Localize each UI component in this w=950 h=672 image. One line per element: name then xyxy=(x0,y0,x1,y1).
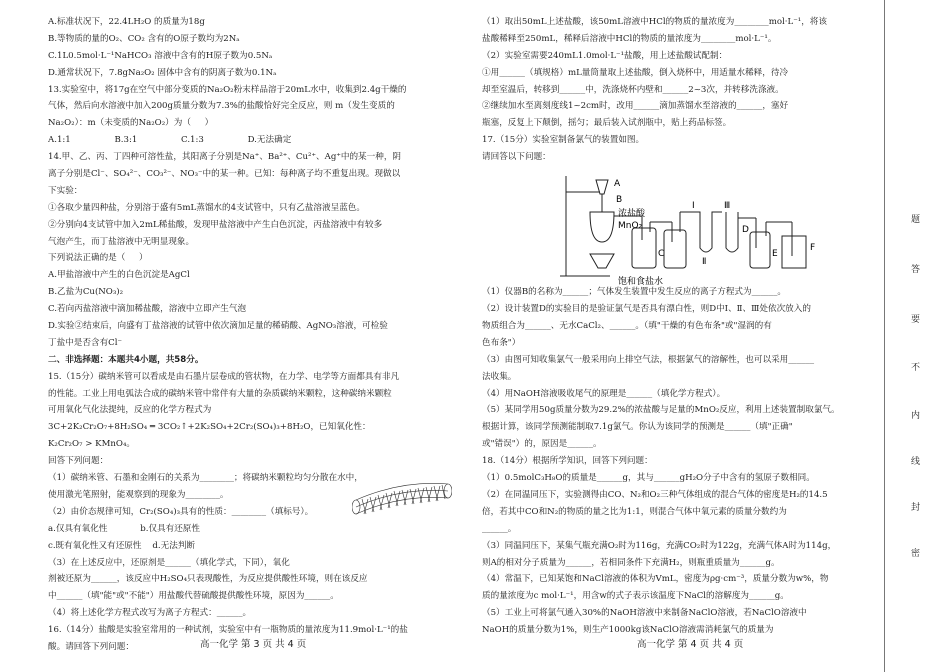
sidebar-char: 不 xyxy=(911,363,921,373)
question-line-right: 盐酸稀释至250mL，稀释后溶液中HCl的物质的量浓度为________mol·L⁻¹。 xyxy=(482,33,777,44)
question-line-right: 物质组合为______、无水CaCl₂、______。（填"干燥的有色布条"或"湿润的有 xyxy=(482,321,772,332)
question-line-left: （2）由价态规律可知，Cr₂(SO₄)₃具有的性质：________（填标号）。 xyxy=(48,506,314,517)
question-line-right: （4）用NaOH溶液吸收尾气的原理是______（填化学方程式）。 xyxy=(482,388,726,399)
sidebar-char: 答 xyxy=(911,265,921,275)
figure-label-e: E xyxy=(772,249,778,259)
question-line-right: 或"错误"）的，原因是______。 xyxy=(482,439,602,450)
question-line-right: （3）由图可知收集氯气一般采用向上排空气法，根据氯气的溶解性，也可以采用______ xyxy=(482,354,815,365)
question-line-right: （4）常温下，已知某饱和NaCl溶液的体积为VmL，密度为ρg·cm⁻³，质量分数为w%，物 xyxy=(482,574,829,585)
question-line-right: 倍，若其中CO和N₂的物质的量之比为1:1，则混合气体中氧元素的质量分数约为 xyxy=(482,506,787,517)
question-line-left: 15.（15分）碳纳米管可以看成是由石墨片层卷成的管状物，在力学、电学等方面都具有非凡 xyxy=(48,371,400,382)
figure-label-brine: 饱和食盐水 xyxy=(618,277,664,287)
question-line-left: 13.实验室中，将17g在空气中部分变质的Na₂O₂粉末样品溶于20mL水中，收集到2.4g干燥的 xyxy=(48,84,407,95)
sidebar-char: 题 xyxy=(911,215,921,225)
figure-label-reagent: 浓盐酸 xyxy=(618,209,646,219)
figure-label-mno2: MnO₂ xyxy=(618,221,643,231)
question-line-left: A.甲盐溶液中产生的白色沉淀是AgCl xyxy=(48,270,190,281)
question-line-right: 法收集。 xyxy=(482,371,517,382)
question-line-left: Na₂O₂）：m（未变质的Na₂O₂）为（ ） xyxy=(48,118,214,129)
question-line-left: 二、非选择题：本题共4小题，共58分。 xyxy=(48,354,204,365)
binding-line xyxy=(884,0,885,672)
question-line-right: 却至室温后，转移到______中，洗涤烧杯内壁和______2~3次，并转移洗涤液。 xyxy=(482,84,784,95)
figure-label-f: F xyxy=(810,243,816,253)
question-line-left: B.乙盐为Cu(NO₃)₂ xyxy=(48,287,124,298)
question-line-right: （1）0.5molC₃H₈O的质量是______g，其与______gH₂O分子中含有的氢原子数相同。 xyxy=(482,473,815,484)
question-line-right: ______。 xyxy=(482,523,517,534)
question-line-right: （2）在同温同压下，实验测得由CO、N₂和O₂三种气体组成的混合气体的密度是H₂的14.5 xyxy=(482,489,828,500)
question-line-left: C.1L0.5mol·L⁻¹NaHCO₃ 溶液中含有的H原子数为0.5Nₐ xyxy=(48,50,273,61)
sidebar-char: 内 xyxy=(911,411,921,421)
figure-label-d: D xyxy=(742,225,749,235)
sidebar-char: 线 xyxy=(911,457,921,467)
question-line-left: ①各取少量四种盐，分别溶于盛有5mL蒸馏水的4支试管中，只有乙盐溶液呈蓝色。 xyxy=(48,202,365,213)
carbon-nanotube-image xyxy=(352,470,452,528)
question-line-left: 丁盐中是否含有Cl⁻ xyxy=(48,337,123,348)
question-line-right: （5）工业上可将氯气通入30%的NaOH溶液中来制备NaClO溶液，若NaClO溶液中 xyxy=(482,608,807,619)
question-line-right: NaOH的质量分数为1%，则生产1000kg该NaClO溶液需消耗氯气的质量为 xyxy=(482,625,774,636)
question-line-right: （3）同温同压下，某集气瓶充满O₂时为116g，充满CO₂时为122g，充满气体A时为114g， xyxy=(482,540,837,551)
figure-label-i: Ⅰ xyxy=(692,201,695,211)
question-line-left: 气体，然后向水溶液中加入200g质量分数为7.3%的盐酸恰好完全反应，则 m（发生变质的 xyxy=(48,101,395,112)
left-column xyxy=(48,14,448,656)
question-line-left: 酸。请回答下列问题： xyxy=(48,641,134,652)
question-line-left: D.通常状况下，7.8gNa₂O₂ 固体中含有的阴离子数为0.1Nₐ xyxy=(48,67,277,78)
question-line-left: 下实验： xyxy=(48,185,83,196)
question-line-left: K₂Cr₂O₇ > KMnO₄。 xyxy=(48,439,135,450)
question-line-left: 3C+2K₂Cr₂O₇+8H₂SO₄ ═ 3CO₂↑+2K₂SO₄+2Cr₂(SO₄)₃+8H₂O，已知氧化性： xyxy=(48,422,371,433)
question-line-left: 使用激光笔照射，能观察到的现象为________。 xyxy=(48,489,229,500)
sealing-line-sidebar xyxy=(889,0,950,672)
chlorine-apparatus-figure xyxy=(560,172,850,288)
question-line-left: A.标准状况下，22.4LH₂O 的质量为18g xyxy=(48,17,205,27)
question-line-right: 根据计算，该同学预测能制取7.1g氯气。你认为该同学的预测是______（填"正确" xyxy=(482,422,793,433)
question-line-left: 16.（14分）盐酸是实验室常用的一种试剂，实验室中有一瓶物质的量浓度为11.9mol·L⁻¹的盐 xyxy=(48,625,408,636)
footer-page-4: 高一化学 第 4 页 共 4 页 xyxy=(637,639,744,650)
question-line-left: a.仅具有氧化性 b.仅具有还原性 xyxy=(48,523,200,534)
figure-label-c: C xyxy=(658,249,665,259)
question-line-left: 离子分别是Cl⁻、SO₄²⁻、CO₃²⁻、NO₃⁻中的某一种。已知：每种离子均不重复出现。现做以 xyxy=(48,169,401,180)
figure-label-b: B xyxy=(616,195,623,205)
question-line-left: A.1:1 B.3:1 C.1:3 D.无法确定 xyxy=(48,135,292,146)
question-line-right: （2）实验室需要240mL1.0mol·L⁻¹盐酸，用上述盐酸试配制： xyxy=(482,50,728,61)
footer-page-3: 高一化学 第 3 页 共 4 页 xyxy=(200,639,307,650)
question-line-right: ①用______（填规格）mL量筒量取上述盐酸，倒入烧杯中，用适量水稀释，待冷 xyxy=(482,67,789,78)
question-line-left: 剂被还原为______，该反应中H₂SO₄只表现酸性，为反应提供酸性环境，则在该反应 xyxy=(48,574,368,585)
figure-label-iii: Ⅲ xyxy=(724,201,731,211)
question-line-right: （1）取出50mL上述盐酸，该50mL溶液中HCl的物质的量浓度为________mol·L⁻¹，将该 xyxy=(482,17,827,27)
question-line-right: （1）仪器B的名称为______；气体发生装置中发生反应的离子方程式为______。 xyxy=(482,287,786,298)
figure-label-ii: Ⅱ xyxy=(702,257,707,267)
question-line-left: D.实验②结束后，向盛有丁盐溶液的试管中依次滴加足量的稀硝酸、AgNO₃溶液，可检验 xyxy=(48,321,388,332)
question-line-left: （4）将上述化学方程式改写为离子方程式：______。 xyxy=(48,608,252,619)
question-line-left: c.既有氧化性又有还原性 d.无法判断 xyxy=(48,540,196,551)
question-line-left: ②分别向4支试管中加入2mL稀盐酸，发现甲盐溶液中产生白色沉淀，丙盐溶液中有较多 xyxy=(48,219,383,230)
question-line-left: 中______（填"能"或"不能"）用盐酸代替硫酸提供酸性环境，原因为______。 xyxy=(48,591,339,602)
right-column xyxy=(482,14,886,639)
question-line-left: 气泡产生，而丁盐溶液中无明显现象。 xyxy=(48,236,195,247)
question-line-left: 可用氧化气化法提纯，反应的化学方程式为 xyxy=(48,405,212,416)
question-line-right: （2）设计装置D的实验目的是验证氯气是否具有漂白性，则D中Ⅰ、Ⅱ、Ⅲ处依次放入的 xyxy=(482,304,811,315)
question-line-right: （5）某同学用50g质量分数为29.2%的浓盐酸与足量的MnO₂反应，利用上述装置制取氯气。 xyxy=(482,405,840,416)
question-line-right: 质的量浓度为c mol·L⁻¹，用含w的式子表示该温度下NaCl的溶解度为______g。 xyxy=(482,591,789,602)
question-line-right: 色布条"） xyxy=(482,337,521,348)
question-line-right: 请回答以下问题： xyxy=(482,152,551,163)
question-line-left: C.若向丙盐溶液中滴加稀盐酸，溶液中立即产生气泡 xyxy=(48,304,247,315)
question-line-left: 的性能。工业上用电弧法合成的碳纳米管中常伴有大量的杂质碳纳米颗粒，这种碳纳米颗粒 xyxy=(48,388,392,399)
sidebar-char: 密 xyxy=(911,549,921,559)
question-line-left: 14.甲、乙、丙、丁四种可溶性盐，其阳离子分别是Na⁺、Ba²⁺、Cu²⁺、Ag⁺中的某一种，阴 xyxy=(48,152,402,163)
question-line-left: B.等物质的量的O₂、CO₂ 含有的O原子数均为2Nₐ xyxy=(48,33,240,44)
question-line-right: 瓶塞，反复上下颠倒，摇匀；最后装入试剂瓶中，贴上药品标签。 xyxy=(482,118,732,129)
question-line-left: （3）在上述反应中，还原剂是______（填化学式，下同），氧化 xyxy=(48,557,290,568)
question-line-left: 回答下列问题： xyxy=(48,456,109,467)
sidebar-char: 要 xyxy=(911,315,921,325)
question-line-right: ②继续加水至离刻度线1~2cm时，改用______滴加蒸馏水至溶液的______，塞好 xyxy=(482,101,789,112)
sidebar-char: 封 xyxy=(911,503,921,513)
question-line-left: 下列说法正确的是（ ） xyxy=(48,253,148,264)
question-line-left: （1）碳纳米管、石墨和金刚石的关系为________；将碳纳米颗粒均匀分散在水中， xyxy=(48,473,363,484)
question-line-right: 18.（14分）根据所学知识，回答下列问题： xyxy=(482,456,653,467)
question-line-right: 则A的相对分子质量为______，若相同条件下充满H₂，则瓶重质量为______g。 xyxy=(482,557,780,568)
question-line-right: 17.（15分）实验室制备氯气的装置如图。 xyxy=(482,135,645,146)
figure-label-a: A xyxy=(614,179,621,189)
